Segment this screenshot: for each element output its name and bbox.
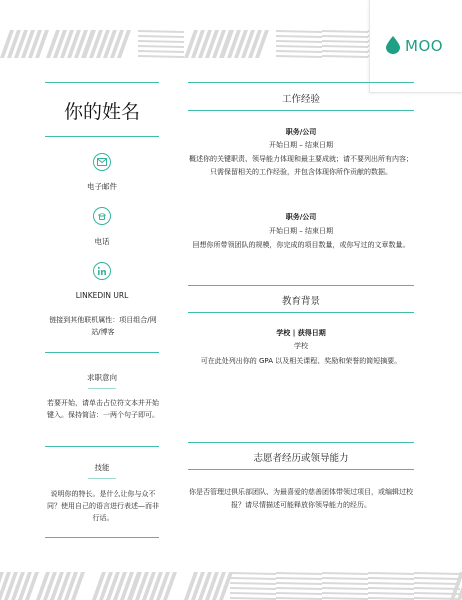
divider: [45, 446, 159, 447]
linkedin-url-link[interactable]: LINKEDIN URL: [75, 291, 129, 300]
divider: [45, 537, 159, 538]
job-title: 职务/公司: [285, 128, 317, 136]
job-description: 回想你所带领团队的规模，你完成的项目数量，或你写过的文章数量。: [192, 241, 410, 249]
education-school: 学校: [294, 342, 308, 350]
job-title: 职务/公司: [285, 213, 317, 221]
drop-icon: [386, 36, 400, 54]
heading-underline: [88, 478, 116, 479]
divider: [188, 285, 414, 286]
person-name: 你的姓名: [63, 101, 140, 123]
logo-text: MOO: [405, 37, 444, 55]
skills-heading: 技能: [94, 463, 110, 472]
links-text: 链接到其他联机属性：项目组合/网站/博客: [49, 316, 157, 336]
objective-body: 若要开始，请单击占位符文本并开始键入。保持简洁：一两个句子即可。: [47, 399, 159, 419]
education-description: 可在此处列出你的 GPA 以及相关课程、奖励和荣誉的简短摘要。: [200, 357, 402, 365]
volunteer-heading: 志愿者经历或领导能力: [253, 453, 349, 464]
divider: [188, 82, 414, 83]
divider: [45, 136, 159, 137]
divider: [188, 442, 414, 443]
job-dates: 开始日期 – 结束日期: [269, 227, 333, 235]
education-title: 学校 | 获得日期: [276, 329, 326, 337]
objective-heading: 求职意向: [87, 373, 117, 382]
experience-heading: 工作经验: [281, 94, 320, 105]
divider: [188, 469, 414, 470]
heading-underline: [88, 388, 116, 389]
email-label: 电子邮件: [87, 182, 117, 191]
phone-icon: [93, 207, 111, 225]
decorative-pattern-bottom: [0, 572, 462, 600]
divider: [188, 110, 414, 111]
phone-label: 电话: [94, 237, 110, 246]
linkedin-icon: [93, 262, 111, 280]
skills-body: 说明你的特长。是什么让你与众不同？使用自己的语言进行表述—而非行话。: [47, 490, 159, 522]
divider: [45, 352, 159, 353]
envelope-icon: [93, 153, 111, 171]
divider: [188, 312, 414, 313]
divider: [45, 82, 159, 83]
job-dates: 开始日期 – 结束日期: [269, 141, 333, 149]
volunteer-description: 你是否管理过俱乐部团队、为最喜爱的慈善团体带领过项目，或编辑过校报？请尽情描述可能释放你领导能力的经历。: [189, 488, 413, 509]
moo-logo: [369, 0, 462, 93]
job-description: 概述你的关键职责、领导能力体现和最主要成就；请不要列出所有内容；只需保留相关的工作经验，并包含体现你所作贡献的数据。: [189, 155, 413, 176]
education-heading: 教育背景: [281, 296, 320, 307]
